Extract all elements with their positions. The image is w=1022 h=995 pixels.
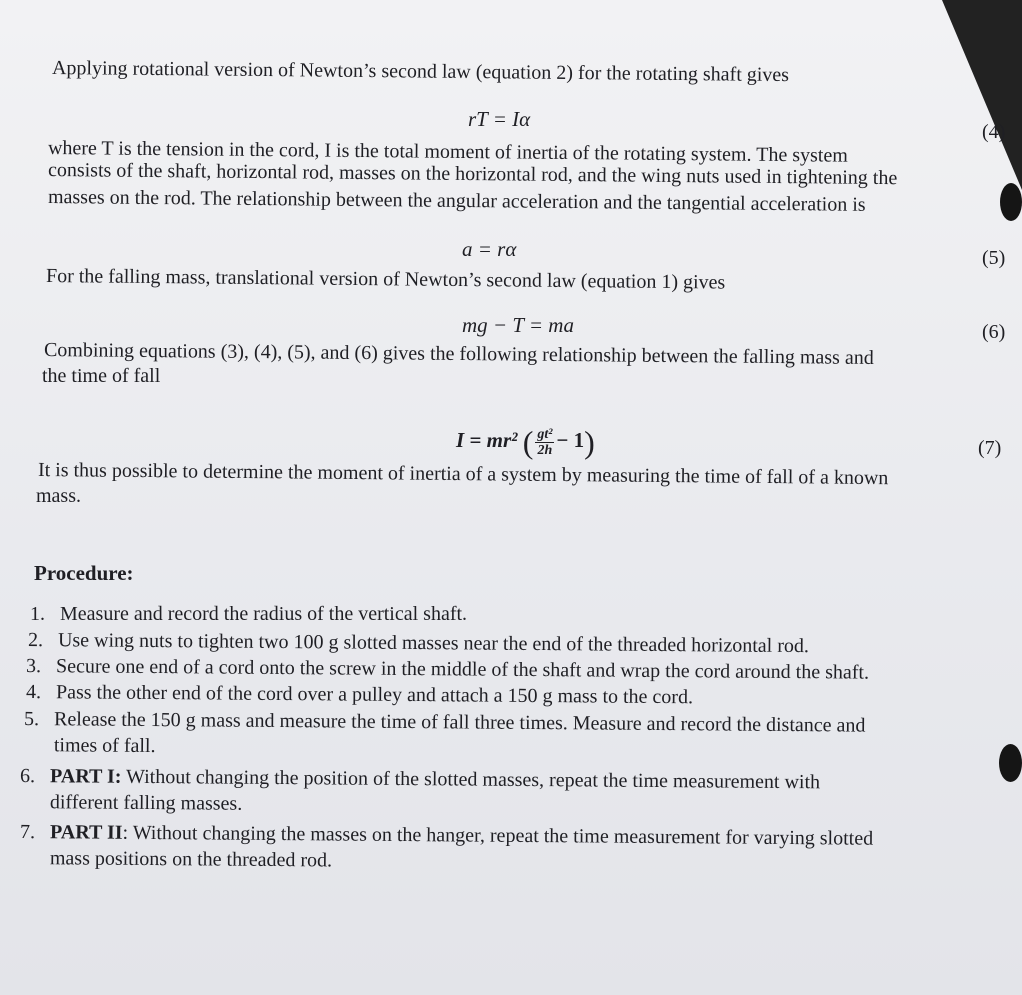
paragraph-combining-line2: the time of fall bbox=[42, 365, 161, 387]
equation-7-close-paren: ) bbox=[584, 424, 595, 461]
procedure-item-number: 5. bbox=[24, 708, 40, 731]
paragraph-tension-line1: where T is the tension in the cord, I is the total moment of inertia of the rotating system. The system bbox=[47, 137, 848, 167]
procedure-item-label: PART I: bbox=[50, 765, 122, 788]
procedure-item-text: Use wing nuts to tighten two 100 g slotted masses near the end of the threaded horizontal rod. bbox=[57, 629, 810, 658]
procedure-item-number: 4. bbox=[25, 681, 42, 704]
procedure-item-number: 2. bbox=[27, 629, 44, 652]
equation-7-fraction bbox=[535, 427, 554, 458]
procedure-item-7 bbox=[20, 819, 873, 878]
equation-7-lhs: I = mr² bbox=[456, 428, 518, 452]
paragraph-falling-mass: For the falling mass, translational version of Newton’s second law (equation 1) gives bbox=[45, 265, 726, 294]
equation-7-numerator: gt² bbox=[537, 426, 553, 442]
equation-7-number: (7) bbox=[978, 437, 1002, 459]
page-corner-shadow bbox=[942, 0, 1022, 190]
equation-7-open-paren: ( bbox=[522, 424, 534, 461]
procedure-item-text: Secure one end of a cord onto the screw in the middle of the shaft and wrap the cord around the shaft. bbox=[55, 655, 870, 684]
procedure-item-1 bbox=[30, 601, 467, 627]
equation-5-number: (5) bbox=[982, 247, 1006, 269]
equation-5: a = rα bbox=[462, 237, 517, 261]
procedure-item-5 bbox=[24, 706, 866, 765]
procedure-item-4 bbox=[26, 679, 693, 710]
procedure-item-text: Without changing the position of the slotted masses, repeat the time measurement with bbox=[121, 765, 821, 794]
punch-hole-top bbox=[1000, 183, 1022, 221]
equation-4: rT = Iα bbox=[468, 107, 531, 131]
procedure-item-6 bbox=[20, 763, 820, 821]
equation-6-number: (6) bbox=[982, 321, 1006, 343]
procedure-item-text: Release the 150 g mass and measure the time of fall three times. Measure and record the distance and bbox=[54, 708, 866, 737]
equation-4-number: (4) bbox=[982, 121, 1006, 143]
punch-hole-bottom bbox=[999, 744, 1022, 782]
procedure-item-text: : Without changing the masses on the hanger, repeat the time measurement for varying slotted bbox=[122, 821, 874, 850]
procedure-item-continuation: mass positions on the threaded rod. bbox=[49, 847, 333, 872]
procedure-item-number: 6. bbox=[20, 765, 36, 788]
procedure-item-number: 1. bbox=[30, 603, 45, 625]
procedure-item-number: 7. bbox=[20, 821, 36, 844]
equation-6: mg − T = ma bbox=[462, 313, 574, 337]
equation-7 bbox=[456, 420, 595, 460]
procedure-item-text: Pass the other end of the cord over a pulley and attach a 150 g mass to the cord. bbox=[55, 681, 694, 709]
paragraph-tension-line3: masses on the rod. The relationship between the angular acceleration and the tangential acceleration is bbox=[47, 186, 866, 216]
procedure-item-continuation: times of fall. bbox=[53, 734, 156, 758]
equation-7-tail: − 1 bbox=[556, 428, 585, 452]
paragraph-combining-line1: Combining equations (3), (4), (5), and (6) gives the following relationship between the falling mass and bbox=[43, 339, 874, 369]
paragraph-tension-line2: consists of the shaft, horizontal rod, masses on the horizontal rod, and the wing nuts used in tightening the bbox=[47, 159, 898, 190]
equation-7-denominator: 2h bbox=[537, 442, 553, 458]
paragraph-conclusion-line2: mass. bbox=[36, 485, 81, 507]
paragraph-intro: Applying rotational version of Newton’s second law (equation 2) for the rotating shaft gives bbox=[51, 57, 790, 87]
procedure-item-continuation: different falling masses. bbox=[49, 791, 243, 815]
procedure-item-label: PART II bbox=[50, 821, 123, 844]
procedure-item-text: Measure and record the radius of the vertical shaft. bbox=[60, 603, 468, 625]
procedure-heading: Procedure: bbox=[34, 561, 134, 585]
paragraph-conclusion-line1: It is thus possible to determine the moment of inertia of a system by measuring the time of fall of a known bbox=[37, 459, 889, 490]
procedure-item-number: 3. bbox=[25, 655, 42, 678]
